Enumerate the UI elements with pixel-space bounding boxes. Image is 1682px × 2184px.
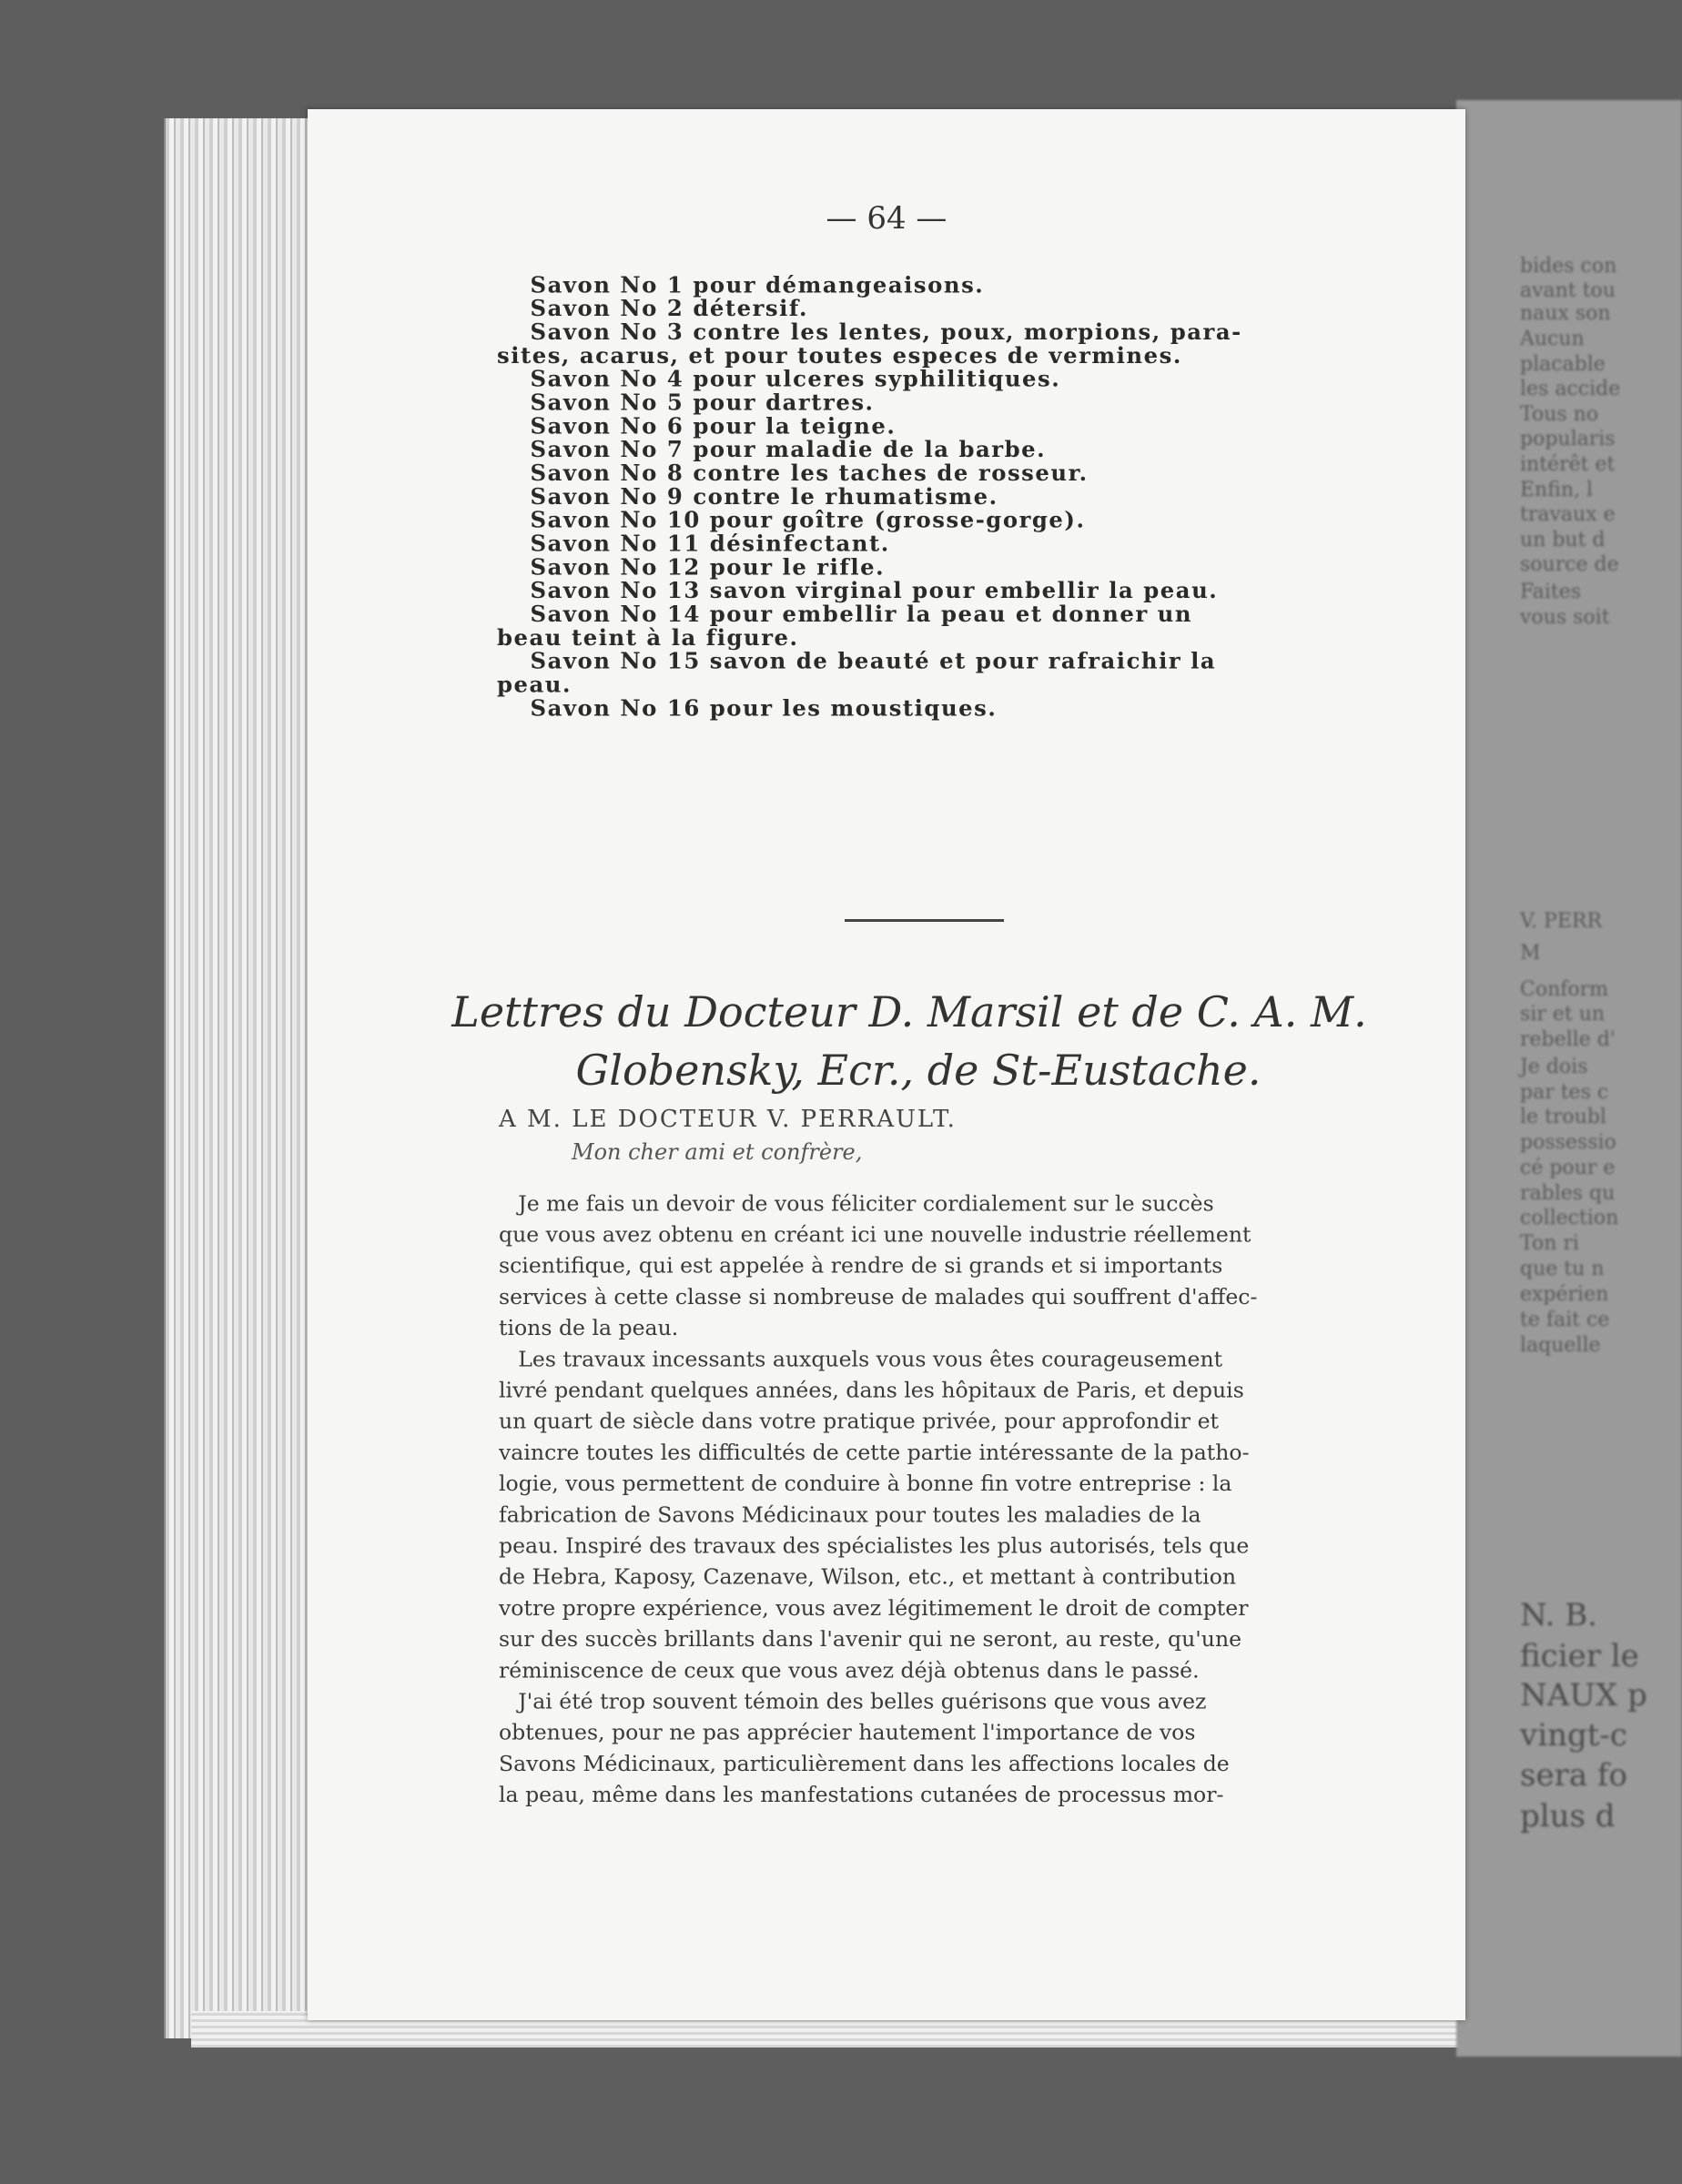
facing-page-fragment: rables qu: [1520, 1182, 1616, 1205]
letter-body-line: Les travaux incessants auxquels vous vous êtes courageusement: [518, 1347, 1223, 1372]
facing-page-fragment: M: [1520, 942, 1541, 965]
soap-list-line: peau.: [497, 671, 572, 698]
facing-page-fragment: bides con: [1520, 255, 1617, 278]
letter-title-line-1: Lettres du Docteur D. Marsil et de C. A. M.: [451, 987, 1367, 1036]
letter-title-line-2: Globensky, Ecr., de St-Eustache.: [575, 1046, 1262, 1095]
letter-body-line: vaincre toutes les difficultés de cette partie intéressante de la patho-: [499, 1440, 1250, 1465]
facing-page-fragment: possessio: [1520, 1131, 1616, 1154]
soap-list-line: Savon No 1 pour démangeaisons.: [530, 271, 985, 298]
letter-body: [499, 1188, 1433, 1811]
soap-list-line: Savon No 15 savon de beauté et pour rafraichir la: [530, 647, 1217, 674]
soap-list-line: Savon No 16 pour les moustiques.: [530, 694, 998, 722]
soap-list-line: Savon No 3 contre les lentes, poux, morpions, para-: [530, 318, 1242, 346]
soap-list-line: Savon No 14 pour embellir la peau et donner un: [530, 601, 1193, 628]
facing-page-fragment: un but d: [1520, 529, 1606, 551]
facing-page-fragment: intérêt et: [1520, 453, 1616, 476]
facing-page-fragment: ficier le: [1520, 1638, 1639, 1674]
letter-body-line: Savons Médicinaux, particulièrement dans les affections locales de: [499, 1751, 1230, 1776]
facing-page-fragment: plus d: [1520, 1798, 1616, 1835]
letter-title: [308, 983, 1465, 1099]
facing-page-fragment: laquelle: [1520, 1334, 1601, 1357]
soap-list-line: Savon No 10 pour goître (grosse-gorge).: [530, 506, 1086, 533]
facing-page-fragment: placable: [1520, 353, 1606, 376]
letter-body-line: J'ai été trop souvent témoin des belles guérisons que vous avez: [518, 1689, 1207, 1714]
facing-page-fragment: Tous no: [1520, 403, 1599, 426]
soap-list-line: beau teint à la figure.: [497, 624, 799, 651]
soap-list-line: Savon No 13 savon virginal pour embellir la peau.: [530, 577, 1219, 604]
salutation: Mon cher ami et confrère,: [572, 1139, 863, 1165]
facing-page-fragment: Aucun: [1520, 328, 1585, 350]
section-divider: [845, 919, 1004, 922]
facing-page-fragment: Ton ri: [1520, 1232, 1579, 1255]
facing-page-fragment: naux son: [1520, 302, 1611, 325]
facing-page-fragment: par tes c: [1520, 1081, 1609, 1104]
letter-body-line: livré pendant quelques années, dans les hôpitaux de Paris, et depuis: [499, 1378, 1244, 1403]
soap-list-line: Savon No 4 pour ulceres syphilitiques.: [530, 365, 1061, 392]
addressee: A M. LE DOCTEUR V. PERRAULT.: [499, 1106, 957, 1133]
soap-list-line: Savon No 8 contre les taches de rosseur.: [530, 460, 1089, 487]
soap-list-line: Savon No 7 pour maladie de la barbe.: [530, 436, 1047, 463]
soap-list-line: Savon No 5 pour dartres.: [530, 389, 875, 416]
facing-page-fragment: travaux e: [1520, 503, 1616, 526]
letter-body-line: de Hebra, Kaposy, Cazenave, Wilson, etc., et mettant à contribution: [499, 1564, 1237, 1590]
letter-body-line: votre propre expérience, vous avez légitimement le droit de compter: [499, 1595, 1249, 1621]
facing-page-fragment: vingt-c: [1520, 1717, 1627, 1754]
facing-page-fragment: le troubl: [1520, 1106, 1606, 1128]
letter-body-line: tions de la peau.: [499, 1315, 679, 1341]
book-page: [308, 109, 1465, 2020]
facing-page-fragment: Conform: [1520, 978, 1609, 1001]
letter-body-line: fabrication de Savons Médicinaux pour toutes les maladies de la: [499, 1502, 1201, 1528]
soap-list-line: Savon No 9 contre le rhumatisme.: [530, 483, 998, 510]
facing-page-fragment: sir et un: [1520, 1003, 1606, 1026]
soap-list-line: Savon No 6 pour la teigne.: [530, 412, 897, 440]
facing-page-fragment: avant tou: [1520, 279, 1616, 302]
soap-list-line: Savon No 2 détersif.: [530, 295, 808, 322]
facing-page-fragment: vous soit: [1520, 606, 1610, 629]
soap-list-line: Savon No 12 pour le rifle.: [530, 553, 886, 581]
facing-page-fragment: NAUX p: [1520, 1677, 1647, 1714]
letter-body-line: obtenues, pour ne pas apprécier hautement l'importance de vos: [499, 1720, 1196, 1745]
facing-page-fragment: sera fo: [1520, 1757, 1627, 1794]
facing-page: [1456, 100, 1682, 2057]
facing-page-fragment: Faites: [1520, 581, 1582, 603]
page-number: — 64 —: [826, 200, 947, 237]
facing-page-fragment: source de: [1520, 553, 1619, 576]
facing-page-fragment: expérien: [1520, 1283, 1609, 1306]
facing-page-fragment: Enfin, l: [1520, 479, 1594, 501]
facing-page-fragment: N. B.: [1520, 1597, 1597, 1633]
letter-body-line: un quart de siècle dans votre pratique privée, pour approfondir et: [499, 1409, 1219, 1434]
letter-body-line: que vous avez obtenu en créant ici une nouvelle industrie réellement: [499, 1222, 1251, 1248]
facing-page-fragment: Je dois: [1520, 1056, 1588, 1078]
facing-page-fragment: V. PERR: [1520, 910, 1603, 933]
facing-page-fragment: cé pour e: [1520, 1157, 1616, 1179]
soap-list: [497, 273, 1383, 720]
letter-body-line: peau. Inspiré des travaux des spécialistes les plus autorisés, tels que: [499, 1533, 1250, 1559]
letter-body-line: réminiscence de ceux que vous avez déjà obtenus dans le passé.: [499, 1658, 1200, 1684]
facing-page-fragment: collection: [1520, 1207, 1619, 1229]
soap-list-line: sites, acarus, et pour toutes especes de vermines.: [497, 342, 1182, 369]
letter-body-line: logie, vous permettent de conduire à bonne fin votre entreprise : la: [499, 1471, 1232, 1497]
facing-page-fragment: que tu n: [1520, 1258, 1605, 1280]
letter-body-line: sur des succès brillants dans l'avenir qui ne seront, au reste, qu'une: [499, 1626, 1242, 1653]
letter-body-line: scientifique, qui est appelée à rendre de si grands et si importants: [499, 1253, 1223, 1279]
facing-page-fragment: rebelle d': [1520, 1028, 1616, 1051]
letter-body-line: services à cette classe si nombreuse de malades qui souffrent d'affec-: [499, 1284, 1258, 1309]
facing-page-fragment: te fait ce: [1520, 1309, 1610, 1331]
letter-body-line: Je me fais un devoir de vous féliciter cordialement sur le succès: [518, 1191, 1214, 1217]
book-page-edges: [164, 118, 320, 2038]
facing-page-fragment: les accide: [1520, 378, 1621, 400]
facing-page-fragment: popularis: [1520, 428, 1616, 450]
soap-list-line: Savon No 11 désinfectant.: [530, 530, 890, 557]
letter-body-line: la peau, même dans les manfestations cutanées de processus mor-: [499, 1782, 1224, 1808]
